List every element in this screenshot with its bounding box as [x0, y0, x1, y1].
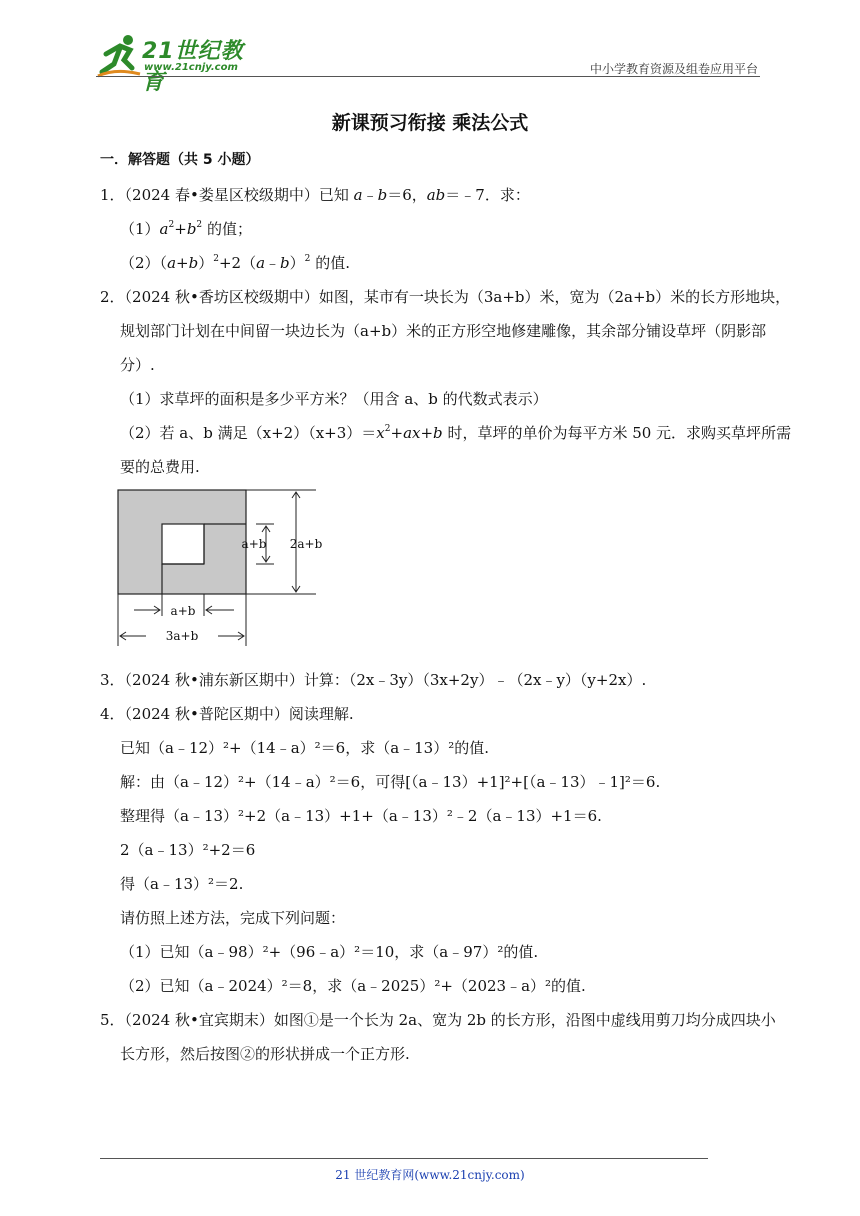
header-divider: [96, 76, 760, 77]
question-4-line-6: 请仿照上述方法，完成下列问题：: [120, 909, 346, 927]
logo-url: www.21cnjy.com: [144, 62, 238, 73]
question-source: （2024 春•娄星区校级期中）已知: [124, 186, 354, 204]
section-heading: 一．解答题（共 5 小题）: [100, 152, 260, 168]
label-side: a+b: [241, 537, 267, 551]
question-4-line-2: 解：由（a﹣12）²+（14﹣a）²＝6，可得[（a﹣13）+1]²+[（a﹣13）﹣1]²＝6.: [120, 773, 661, 791]
label-inner-width: a+b: [170, 604, 196, 618]
runner-logo-icon: [96, 32, 142, 78]
question-1-part-1: $(1)a^2+b^2$ 的值；: [120, 220, 252, 238]
question-2-line-1: 2．（2024 秋•香坊区校级期中）如图，某市有一块长为（3a+b）米，宽为（2a+b）米的长方形地块，: [100, 288, 791, 306]
footer-divider: [100, 1158, 708, 1159]
question-2-line-3: 分）.: [120, 356, 155, 374]
inner-square: [162, 524, 204, 564]
question-4-line-1: 已知（a﹣12）²+（14﹣a）²＝6，求（a﹣13）²的值.: [120, 739, 490, 757]
question-4-line-5: 得（a﹣13）²＝2.: [120, 875, 244, 893]
logo: [96, 32, 266, 95]
page-title: 新课预习衔接 乘法公式: [331, 112, 529, 134]
question-4-intro: 4．（2024 秋•普陀区期中）阅读理解.: [100, 705, 354, 723]
question-4-part-2: （2）已知（a﹣2024）²＝8，求（a﹣2025）²+（2023﹣a）²的值.: [120, 977, 586, 995]
question-5-line-1: 5．（2024 秋•宜宾期末）如图①是一个长为 2a、宽为 2b 的长方形，沿图中虚线用剪刀均分成四块小: [100, 1011, 776, 1029]
question-2-line-6: 要的总费用.: [120, 458, 200, 476]
question-2-part-2: （2）若 a、b 满足$(x+2)(x+3)=x^2+ax+b$ 时，草坪的单价为每平方米 50 元．求购买草坪所需: [120, 424, 792, 442]
question-1: 1．（2024 春•娄星区校级期中）已知 a﹣b＝6，ab＝﹣7．求：: [100, 186, 530, 204]
label-height: 2a+b: [289, 537, 323, 551]
page-header: [96, 30, 760, 95]
platform-name: 中小学教育资源及组卷应用平台: [589, 62, 758, 76]
question-4-part-1: （1）已知（a﹣98）²+（96﹣a）²＝10，求（a﹣97）²的值.: [120, 943, 539, 961]
question-3: 3．（2024 秋•浦东新区期中）计算：（2x﹣3y）（3x+2y）﹣（2x﹣y）（y+2x）.: [100, 671, 647, 689]
question-2-line-2: 规划部门计划在中间留一块边长为（a+b）米的正方形空地修建雕像，其余部分铺设草坪（阴影部: [120, 322, 767, 340]
lawn-figure: [116, 488, 328, 654]
question-number: 1．: [100, 186, 125, 204]
label-total-width: 3a+b: [165, 629, 199, 643]
question-4-line-4: 2（a﹣13）²+2＝6: [120, 841, 256, 859]
question-4-line-3: 整理得（a﹣13）²+2（a﹣13）+1+（a﹣13）²﹣2（a﹣13）+1＝6.: [120, 807, 602, 825]
question-1-part-2: $(2)(a+b)^2+2(a﹣b)^2$ 的值.: [120, 254, 350, 272]
question-5-line-2: 长方形，然后按图②的形状拼成一个正方形.: [120, 1045, 410, 1063]
footer-link[interactable]: 21 世纪教育网(www.21cnjy.com): [335, 1168, 525, 1182]
logo-text: 21世纪教育: [142, 39, 244, 95]
question-2-part-1: （1）求草坪的面积是多少平方米？（用含 a、b 的代数式表示）: [120, 390, 548, 408]
